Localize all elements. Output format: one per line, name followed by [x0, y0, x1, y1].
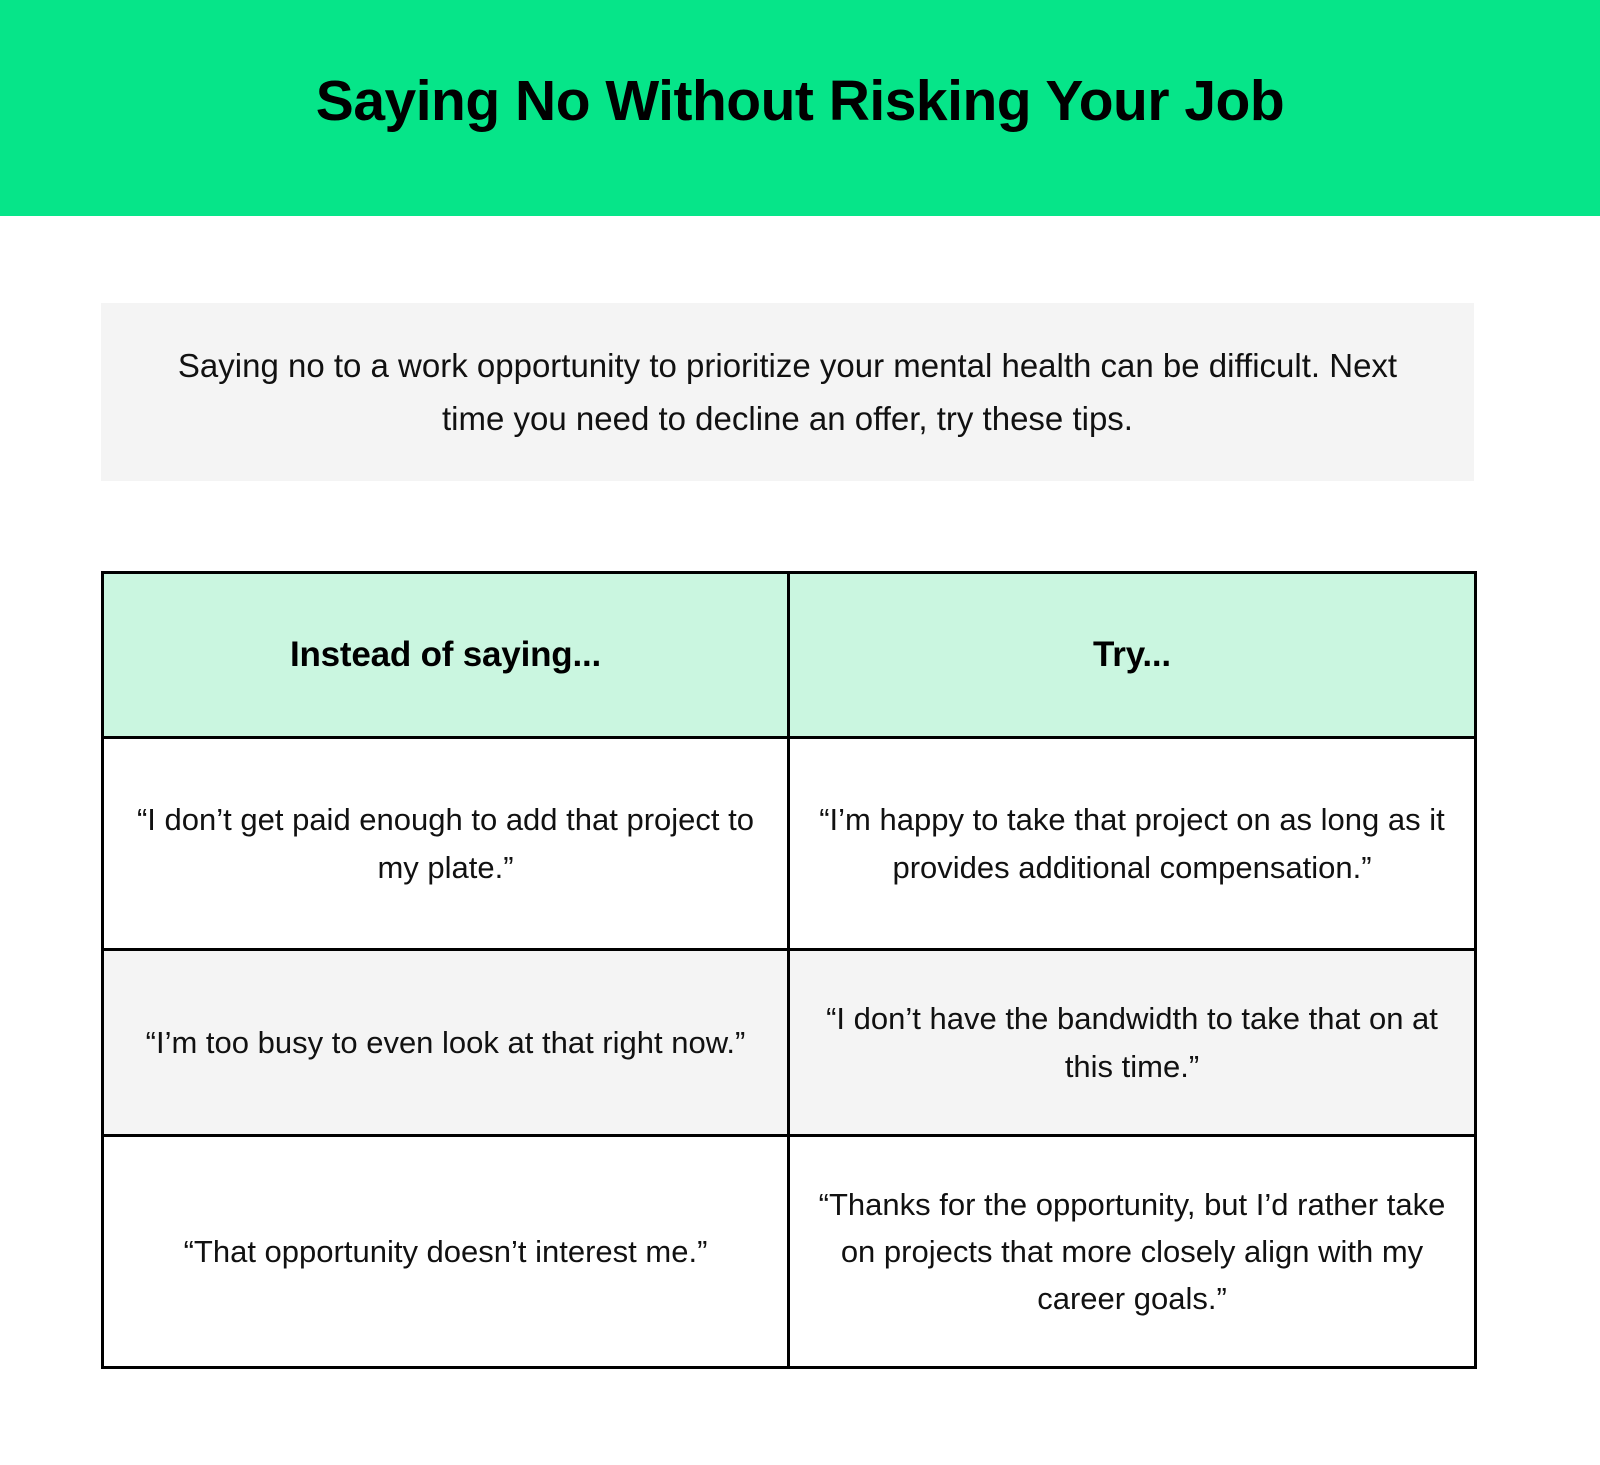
intro-box	[101, 303, 1474, 481]
table-row	[103, 1136, 1476, 1368]
cell-try: “Thanks for the opportunity, but I’d rather take on projects that more closely align with my career goals.”	[789, 1136, 1476, 1368]
table-row	[103, 738, 1476, 950]
cell-try: “I’m happy to take that project on as long as it provides additional compensation.”	[789, 738, 1476, 950]
page-title: Saying No Without Risking Your Job	[315, 68, 1285, 133]
header-banner	[0, 0, 1600, 216]
column-header-try: Try...	[789, 573, 1476, 738]
cell-instead: “I’m too busy to even look at that right now.”	[103, 950, 789, 1136]
intro-text: Saying no to a work opportunity to prioritize your mental health can be difficult. Next time you need to decline an offer, try these tips.	[177, 346, 1398, 437]
column-header-instead: Instead of saying...	[103, 573, 789, 738]
tips-table	[101, 571, 1477, 1369]
cell-instead: “That opportunity doesn’t interest me.”	[103, 1136, 789, 1368]
table-row	[103, 950, 1476, 1136]
cell-try: “I don’t have the bandwidth to take that on at this time.”	[789, 950, 1476, 1136]
cell-instead: “I don’t get paid enough to add that project to my plate.”	[103, 738, 789, 950]
table-header-row	[103, 573, 1476, 738]
